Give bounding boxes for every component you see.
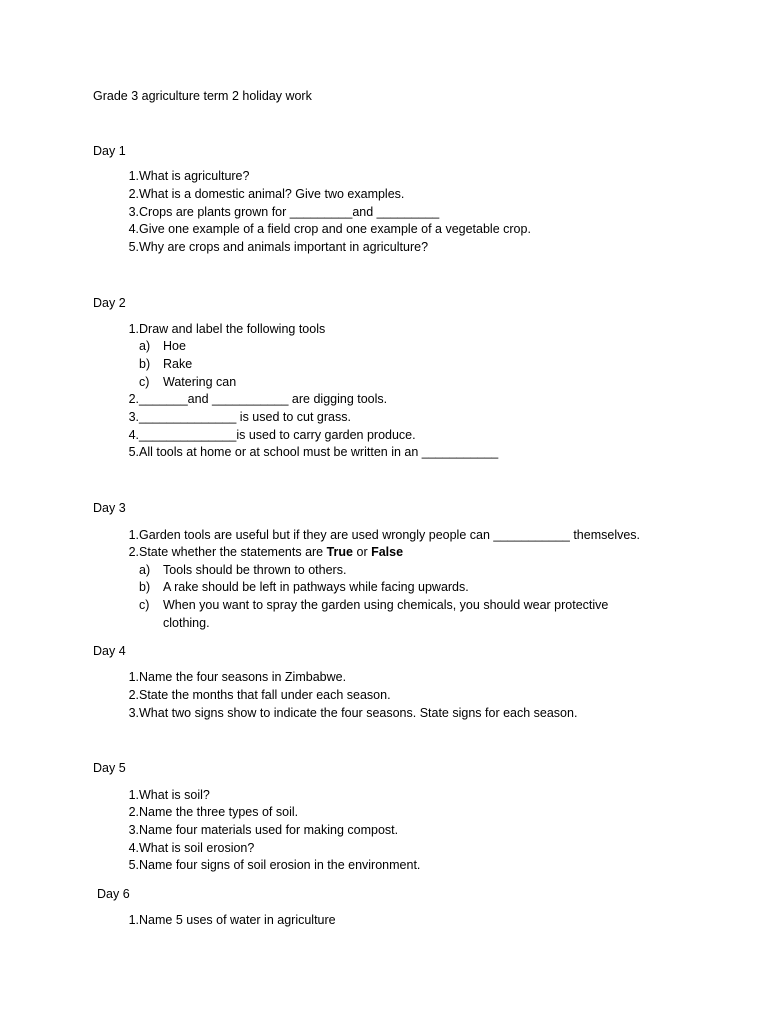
question-text-before: State whether the statements are [139,545,327,559]
question-text: Name 5 uses of water in agriculture [139,913,336,927]
question-text: What is soil erosion? [139,841,255,855]
sub-label: b) [139,357,151,371]
day-3-question-2 [110,544,404,562]
day-2-question-5 [110,444,499,462]
day-4-question-2 [110,687,391,705]
question-number: 1. [128,670,139,684]
day-1-question-2 [110,186,405,204]
day-3-question-1 [110,527,641,545]
sub-text: Rake [163,357,193,371]
day-5-question-1 [110,787,210,805]
sub-label: a) [139,563,151,577]
question-number: 3. [128,706,139,720]
day-4-question-1 [110,669,347,687]
day-5-question-3 [110,822,399,840]
question-text: Give one example of a field crop and one example of a vegetable crop. [139,222,531,236]
day-3-sub-b [139,579,469,597]
question-text: All tools at home or at school must be written in an ___________ [139,445,499,459]
question-number: 2. [128,805,139,819]
question-text-mid: or [353,545,372,559]
question-text: What is soil? [139,788,210,802]
question-number: 5. [128,445,139,459]
sub-text: Tools should be thrown to others. [163,563,347,577]
question-text: _______and ___________ are digging tools. [139,392,388,406]
page-title: Grade 3 agriculture term 2 holiday work [93,89,312,103]
question-number: 1. [128,528,139,542]
question-number: 5. [128,240,139,254]
day-2-question-1 [110,321,326,339]
question-text: Name four signs of soil erosion in the environment. [139,858,421,872]
day-2-question-4 [110,427,416,445]
day-5-question-5 [110,857,421,875]
question-text: What two signs show to indicate the four seasons. State signs for each season. [139,706,578,720]
question-number: 3. [128,410,139,424]
day-3-heading: Day 3 [93,501,126,515]
sub-text-continued: clothing. [163,616,210,630]
question-number: 4. [128,841,139,855]
day-6-question-1 [110,912,336,930]
day-2-sub-c [139,374,237,392]
question-text: Name the three types of soil. [139,805,299,819]
day-2-heading: Day 2 [93,296,126,310]
sub-label: c) [139,375,150,389]
sub-label: b) [139,580,151,594]
question-number: 2. [128,688,139,702]
question-text: Garden tools are useful but if they are used wrongly people can ___________ themselves. [139,528,641,542]
day-5-question-4 [110,840,255,858]
day-2-question-2 [110,391,388,409]
sub-label: c) [139,598,150,612]
day-5-heading: Day 5 [93,761,126,775]
question-text: Name the four seasons in Zimbabwe. [139,670,347,684]
question-number: 2. [128,187,139,201]
day-1-question-3 [110,204,440,222]
day-2-sub-a [139,338,186,356]
day-2-question-3 [110,409,351,427]
question-text: ______________ is used to cut grass. [139,410,351,424]
sub-text: Watering can [163,375,237,389]
question-number: 1. [128,169,139,183]
day-1-heading: Day 1 [93,144,126,158]
day-3-sub-a [139,562,347,580]
day-1-question-4 [110,221,531,239]
question-text: What is agriculture? [139,169,250,183]
day-1-question-1 [110,168,250,186]
day-4-question-3 [110,705,578,723]
question-number: 2. [128,545,139,559]
day-3-sub-c [139,597,609,615]
question-number: 3. [128,823,139,837]
sub-text: When you want to spray the garden using chemicals, you should wear protective [163,598,609,612]
question-number: 2. [128,392,139,406]
question-text: ______________is used to carry garden produce. [139,428,416,442]
question-number: 4. [128,428,139,442]
question-text: Why are crops and animals important in agriculture? [139,240,429,254]
question-number: 1. [128,788,139,802]
day-5-question-2 [110,804,299,822]
false-keyword: False [371,545,404,559]
question-text: Name four materials used for making compost. [139,823,399,837]
sub-text: Hoe [163,339,186,353]
question-number: 1. [128,913,139,927]
question-number: 1. [128,322,139,336]
day-6-heading: Day 6 [97,887,130,901]
day-2-sub-b [139,356,193,374]
question-text [139,544,403,562]
true-keyword: True [326,545,354,559]
question-text: Draw and label the following tools [139,322,326,336]
question-number: 4. [128,222,139,236]
question-number: 5. [128,858,139,872]
sub-label: a) [139,339,151,353]
day-1-question-5 [110,239,429,257]
question-text: Crops are plants grown for _________and _________ [139,205,440,219]
question-text: What is a domestic animal? Give two examples. [139,187,405,201]
day-4-heading: Day 4 [93,644,126,658]
question-text: State the months that fall under each season. [139,688,391,702]
sub-text: A rake should be left in pathways while facing upwards. [163,580,469,594]
question-number: 3. [128,205,139,219]
